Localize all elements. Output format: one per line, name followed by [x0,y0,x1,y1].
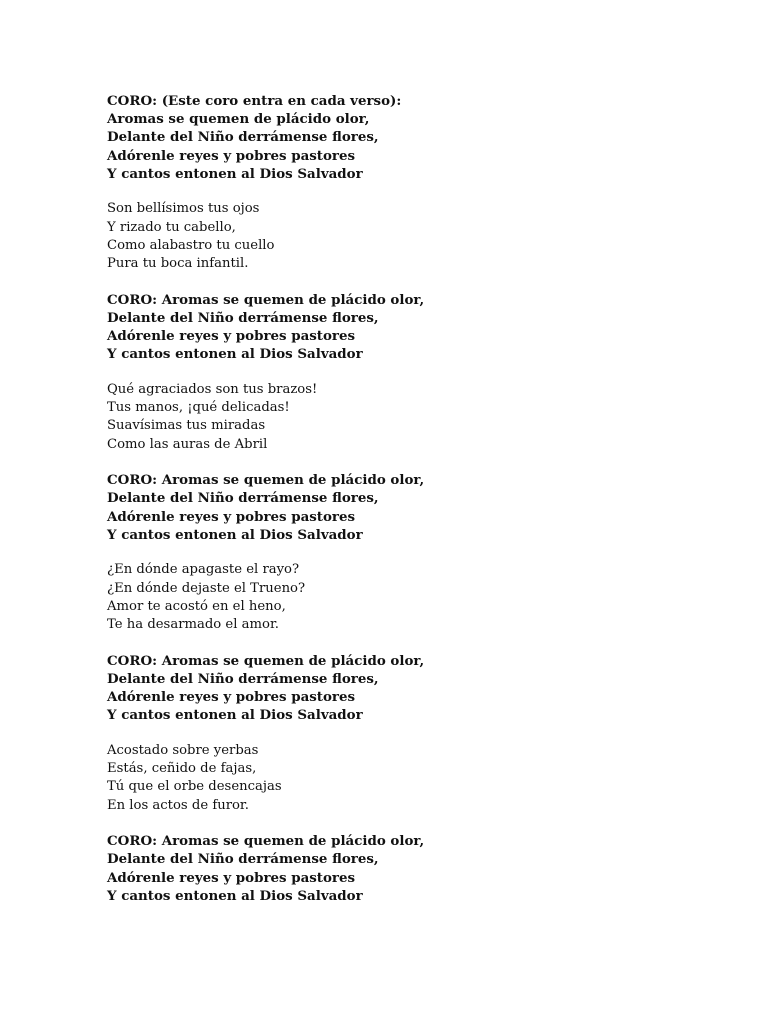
chorus-line: Adórenle reyes y pobres pastores [107,689,356,706]
chorus-line: CORO: Aromas se quemen de plácido olor, [107,652,425,669]
chorus-line: Aromas se quemen de plácido olor, [107,111,370,128]
verse-line: Acostado sobre yerbas [107,742,259,758]
chorus-line: Adórenle reyes y pobres pastores [107,147,356,164]
verse-line: En los actos de furor. [107,797,249,813]
chorus-line: Y cantos entonen al Dios Salvador [107,707,363,724]
chorus-stanza [107,652,707,725]
chorus-stanza [107,832,707,905]
chorus-line: Y cantos entonen al Dios Salvador [107,346,363,363]
verse-line: Tú que el orbe desencajas [107,779,282,795]
verse-stanza [107,742,707,815]
verse-line: Como alabastro tu cuello [107,237,275,253]
chorus-line: Y cantos entonen al Dios Salvador [107,526,363,543]
chorus-stanza [107,471,707,544]
chorus-line: Adórenle reyes y pobres pastores [107,508,356,525]
chorus-line: Adórenle reyes y pobres pastores [107,328,356,345]
chorus-line: Delante del Niño derrámense flores, [107,670,379,687]
chorus-line: CORO: Aromas se quemen de plácido olor, [107,472,425,489]
verse-stanza [107,561,707,634]
verse-line: Son bellísimos tus ojos [107,201,260,217]
song-lyrics-page [107,92,707,922]
chorus-line: Adórenle reyes y pobres pastores [107,869,356,886]
chorus-line: Delante del Niño derrámense flores, [107,851,379,868]
chorus-line: CORO: (Este coro entra en cada verso): [107,93,402,109]
chorus-line: Delante del Niño derrámense flores, [107,129,379,146]
verse-stanza [107,200,707,273]
chorus-stanza [107,92,707,183]
verse-line: Y rizado tu cabello, [107,219,236,235]
chorus-stanza [107,291,707,364]
verse-line: Tus manos, ¡qué delicadas! [107,400,290,416]
verse-line: Como las auras de Abril [107,436,268,452]
chorus-line: CORO: Aromas se quemen de plácido olor, [107,833,425,850]
verse-line: Pura tu boca infantil. [107,256,249,271]
chorus-line: CORO: Aromas se quemen de plácido olor, [107,291,425,308]
chorus-line: Y cantos entonen al Dios Salvador [107,887,363,904]
verse-line: ¿En dónde apagaste el rayo? [107,562,300,578]
chorus-line: Delante del Niño derrámense flores, [107,490,379,507]
verse-line: Qué agraciados son tus brazos! [107,381,318,397]
verse-line: ¿En dónde dejaste el Trueno? [107,580,306,596]
verse-line: Suavísimas tus miradas [107,418,266,434]
verse-stanza [107,381,707,454]
verse-line: Te ha desarmado el amor. [107,617,280,632]
chorus-line: Delante del Niño derrámense flores, [107,309,379,326]
verse-line: Amor te acostó en el heno, [107,598,286,614]
chorus-line: Y cantos entonen al Dios Salvador [107,165,363,182]
verse-line: Estás, ceñido de fajas, [107,761,257,777]
